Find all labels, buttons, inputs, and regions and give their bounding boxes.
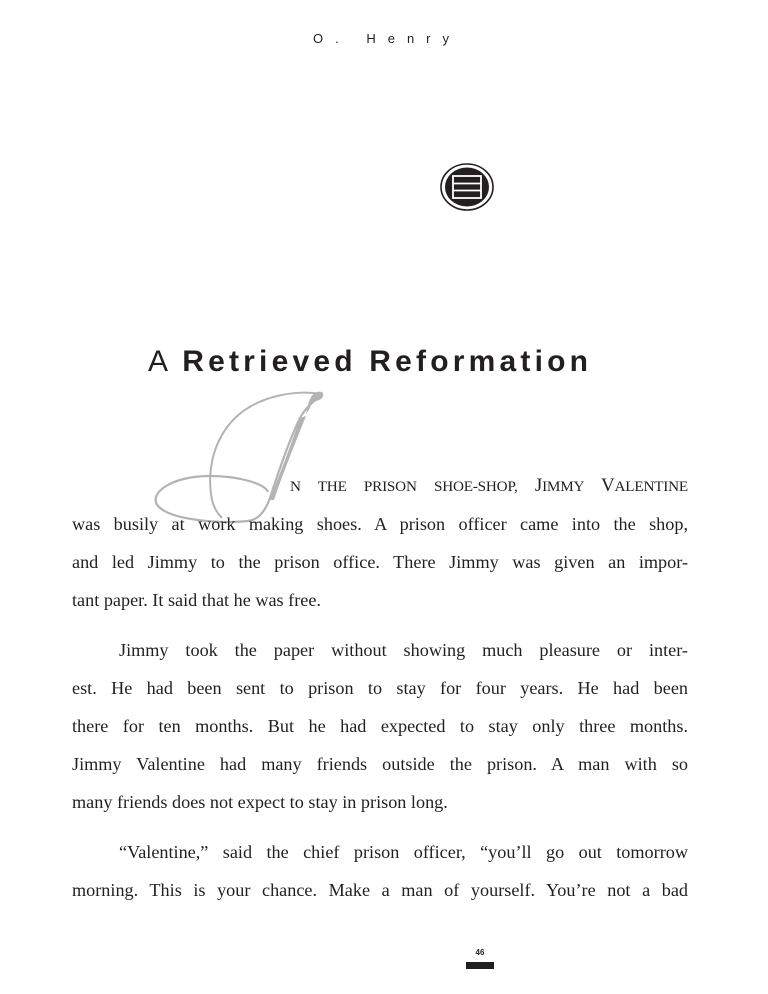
- text-line: Jimmy Valentine had many friends outside the prison. A man with so: [72, 754, 688, 774]
- text-line: was busily at work making shoes. A prison officer came into the shop,: [72, 514, 688, 534]
- chapter-title-main: Retrieved Reformation: [182, 345, 593, 378]
- text-line: many friends does not expect to stay in prison long.: [72, 792, 448, 812]
- section-ornament-icon: [440, 163, 494, 211]
- opening-line: N THE PRISON SHOE-SHOP, JIMMY VALENTINE: [290, 475, 688, 496]
- chapter-title: [148, 345, 592, 379]
- page-number: 46: [475, 948, 485, 957]
- text-line: tant paper. It said that he was free.: [72, 590, 321, 610]
- chapter-title-lead: A: [148, 345, 173, 378]
- text-line: there for ten months. But he had expected to stay only three months.: [72, 716, 688, 736]
- running-head-author: O. Henry: [312, 31, 461, 46]
- text-line: morning. This is your chance. Make a man of yourself. You’re not a bad: [72, 880, 688, 900]
- text-line: “Valentine,” said the chief prison officer, “you’ll go out tomorrow: [119, 842, 688, 862]
- text-line: and led Jimmy to the prison office. There Jimmy was given an impor-: [72, 552, 688, 572]
- page-number-bar: [466, 962, 494, 969]
- drop-cap-letter-i: [150, 388, 335, 523]
- text-line: Jimmy took the paper without showing much pleasure or inter-: [119, 640, 688, 660]
- text-line: est. He had been sent to prison to stay for four years. He had been: [72, 678, 688, 698]
